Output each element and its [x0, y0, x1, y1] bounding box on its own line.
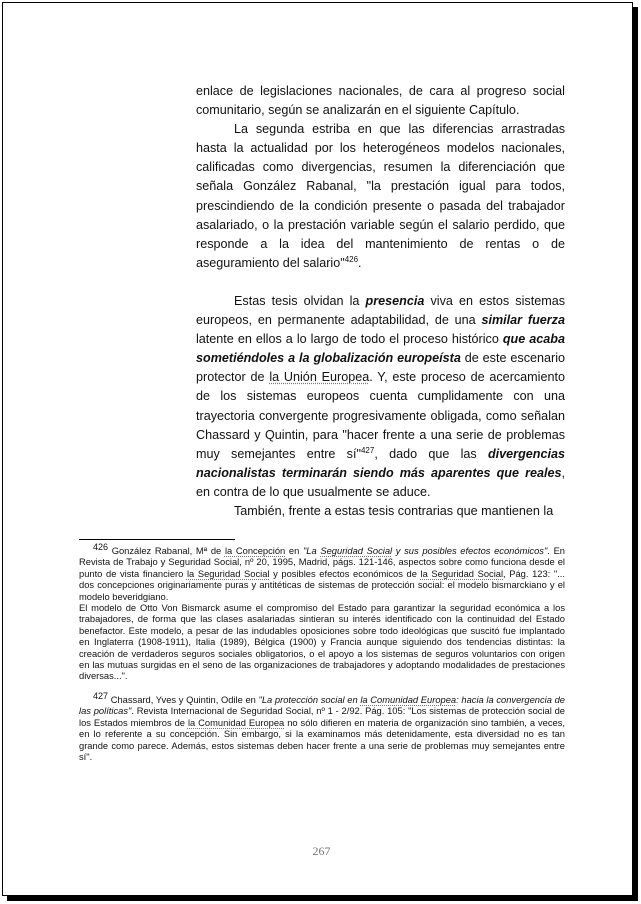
paragraph-1-text: enlace de legislaciones nacionales, de cara al progreso social comunitario, según se analizarán en el siguiente Capítulo. [196, 84, 565, 118]
p3-emphasis-globalizacion: que acaba sometiéndoles a la globalización europeísta [196, 332, 565, 366]
footnote-426-continued [79, 603, 565, 683]
fn426-underlined-2: la Seguridad Social [186, 568, 270, 579]
fn427-italic-underlined: la Comunidad Europea [360, 694, 457, 705]
p3-text-5: . Y, este proceso de acercamiento de los sistemas europeos cuenta cumplidamente con una trayectoria convergente progresivamente obligada, como señalan Chassard y Quintin, para "hacer frente a una serie de problemas muy semejantes entre sí" [196, 370, 565, 461]
footnote-426-number: 426 [93, 541, 109, 552]
paragraph-4 [196, 502, 565, 521]
p3-emphasis-similar-fuerza: similar fuerza [481, 313, 565, 328]
page-number: 267 [312, 844, 331, 858]
fn427-italic-2: : hacia la convergencia de las políticas" [79, 694, 565, 717]
p3-union-europea: la Unión Europea [269, 370, 370, 385]
fn426-text-1: González Rabanal, Mª de [108, 546, 225, 556]
fn426-italic-1: "La [302, 546, 321, 556]
footnote-separator [79, 539, 235, 540]
footnote-ref-426[interactable]: 426 [344, 254, 359, 264]
fn426-italic-underlined: Seguridad Social [320, 546, 393, 556]
paragraph-2-text: La segunda estriba en que las diferencias arrastradas hasta la actualidad por los heterogéneos modelos nacionales, calificadas como divergencias, resumen la diferenciación que señala González Rabanal, "la prestación igual para todos, prescindiendo de la condición presente o pasada del trabajador asalariado, o la prestación variable según el salario perdido, que responde a la idea del mantenimiento de rentas o de aseguramiento del salario" [196, 122, 565, 270]
p3-text-6: , dado que las [374, 446, 488, 461]
p3-text-7: , en contra de lo que usualmente se aduce. [196, 465, 565, 499]
fn426-italic-2: y sus posibles efectos económicos" [392, 546, 548, 556]
paragraph-2-end: . [358, 255, 362, 270]
footnotes [79, 541, 566, 763]
fn427-underlined-1: la Comunidad Europea [187, 717, 285, 728]
document-page [2, 2, 633, 896]
fn426-text-5: , Pág. 123: "... dos concepciones originariamente puras y antitéticas de sistemas de protección social: el modelo bismarckiano y el modelo beveridgiano. [79, 568, 565, 602]
p3-text-2: viva en estos sistemas europeos, en permanente adaptabilidad, de una [196, 293, 565, 328]
p3-emphasis-divergencias: divergencias nacionalistas terminarán siendo más aparentes que reales [196, 446, 565, 480]
fn426-text-3: . En Revista de Trabajo y Seguridad Social, nº 20, 1995, Madrid, págs. 121-146, aspectos sobre como funciona desde el punto de vista financiero [79, 546, 565, 579]
paragraph-3 [196, 292, 565, 502]
footnote-426 [79, 541, 565, 603]
fn427-text-1: Chassard, Yves y Quintin, Odile en [108, 694, 259, 705]
p3-emphasis-presencia: presencia [365, 293, 425, 308]
fn426-underlined-3: la Seguridad Social [420, 568, 504, 579]
fn426-underlined-1: la Concepción [224, 546, 286, 556]
main-text [196, 82, 565, 521]
footnote-427-number: 427 [93, 690, 109, 701]
p3-text-3: latente en ellos a lo largo de todo el proceso histórico [196, 332, 503, 347]
paragraph-4-text: También, frente a estas tesis contrarias que mantienen la [234, 503, 554, 518]
fn427-text-3: no sólo difieren en materia de organización sino también, a veces, en lo referente a su concepción. Sin embargo, si la examinamos más detenidamente, esta diversidad no es tan grande como parece. Además, estos sistemas deben hacer frente a una serie de problemas muy semejantes entre sí". [79, 717, 566, 762]
fn426-paragraph-2: El modelo de Otto Von Bismarck asume el compromiso del Estado para garantizar la seguridad económica a los trabajadores, de forma que las clases asalariadas sintieran su interés identificado con la continuidad del Estado benefactor. Este modelo, a pesar de las indudables oposiciones sobre todo ideológicas que suscitó fue implantado en Inglaterra (1908-1911), Italia (1989), Bélgica (1900) y Francia aunque siguiendo dos tendencias distintas: la creación de verdaderos seguros sociales obligatorios, o el apoyo a los sistemas de seguros voluntarios con origen en las mutuas surgidas en el seno de las organizaciones de trabajadores y adoptando modalidades de prestaciones diversas...". [79, 603, 565, 682]
footnote-ref-427[interactable]: 427 [360, 445, 375, 455]
paragraph-2 [196, 120, 565, 273]
fn427-text-2: . Revista Internacional de Seguridad Social, nº 1 - 2/92. Pág. 105: "Los sistemas de protección social de los Estados miembros de [79, 706, 566, 728]
fn427-italic-1: "La protección social en [258, 694, 361, 705]
footnote-427 [79, 690, 566, 763]
p3-text-1: Estas tesis olvidan la [234, 293, 366, 308]
fn426-text-4: y posibles efectos económicos de [269, 568, 421, 579]
fn426-text-2: en [285, 546, 303, 556]
p3-text-4: de este escenario protector de [196, 351, 566, 385]
paragraph-1 [196, 82, 565, 120]
